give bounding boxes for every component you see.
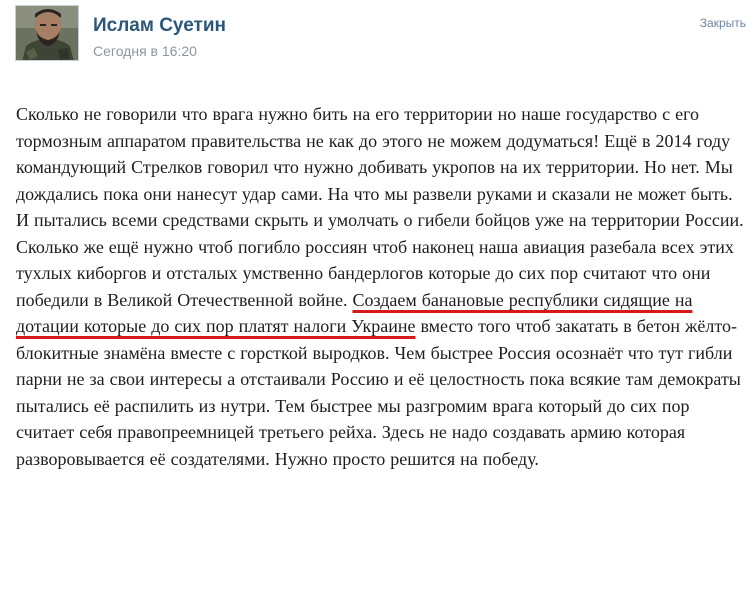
avatar[interactable] [15, 5, 79, 61]
post-text-part-1: Сколько не говорили что врага нужно бить на его территории но наше государство с его тормозным аппаратом правительства не как до этого не можем додуматься! Ещё в 2014 году командующий Стрелков говорил что нужно добивать укропов на их территории. Но нет. Мы дождались пока они нанесут удар сами. На что мы развели руками и сказали не может быть. И пытались всеми средствами скрыть и умолчать о гибели бойцов уже на территории России. Сколько же ещё нужно чтоб погибло россиян чтоб наконец наша авиация разебала всех этих тухлых киборгов и отсталых умственно бандерлогов которые до сих пор считают что они победили в Великой Отечественной войне. [16, 104, 744, 310]
post-text-part-2: вместо того чтоб закатать в бетон жёлто-блокитные знамёна вместе с горсткой выродков. Чем быстрее Россия осознаёт что тут гибли парни не за свои интересы а отстаивали Россию и её целостность пока всякие там демократы пытались её распилить из нутри. Тем быстрее мы разгромим врага который до сих пор считает себя правопреемницей третьего рейха. Здесь не надо создавать армию которая разворовывается её создателями. Нужно просто решится на победу. [16, 316, 741, 469]
highlighted-text: Создаем банановые республики сидящие на дотации которые до сих пор платят налоги Украине [16, 289, 693, 336]
author-name-link[interactable]: Ислам Суетин [93, 15, 227, 36]
avatar-photo-icon [16, 6, 79, 61]
post-text [16, 101, 746, 472]
close-link[interactable]: Закрыть [699, 16, 746, 30]
post-timestamp: Сегодня в 16:20 [93, 43, 197, 59]
